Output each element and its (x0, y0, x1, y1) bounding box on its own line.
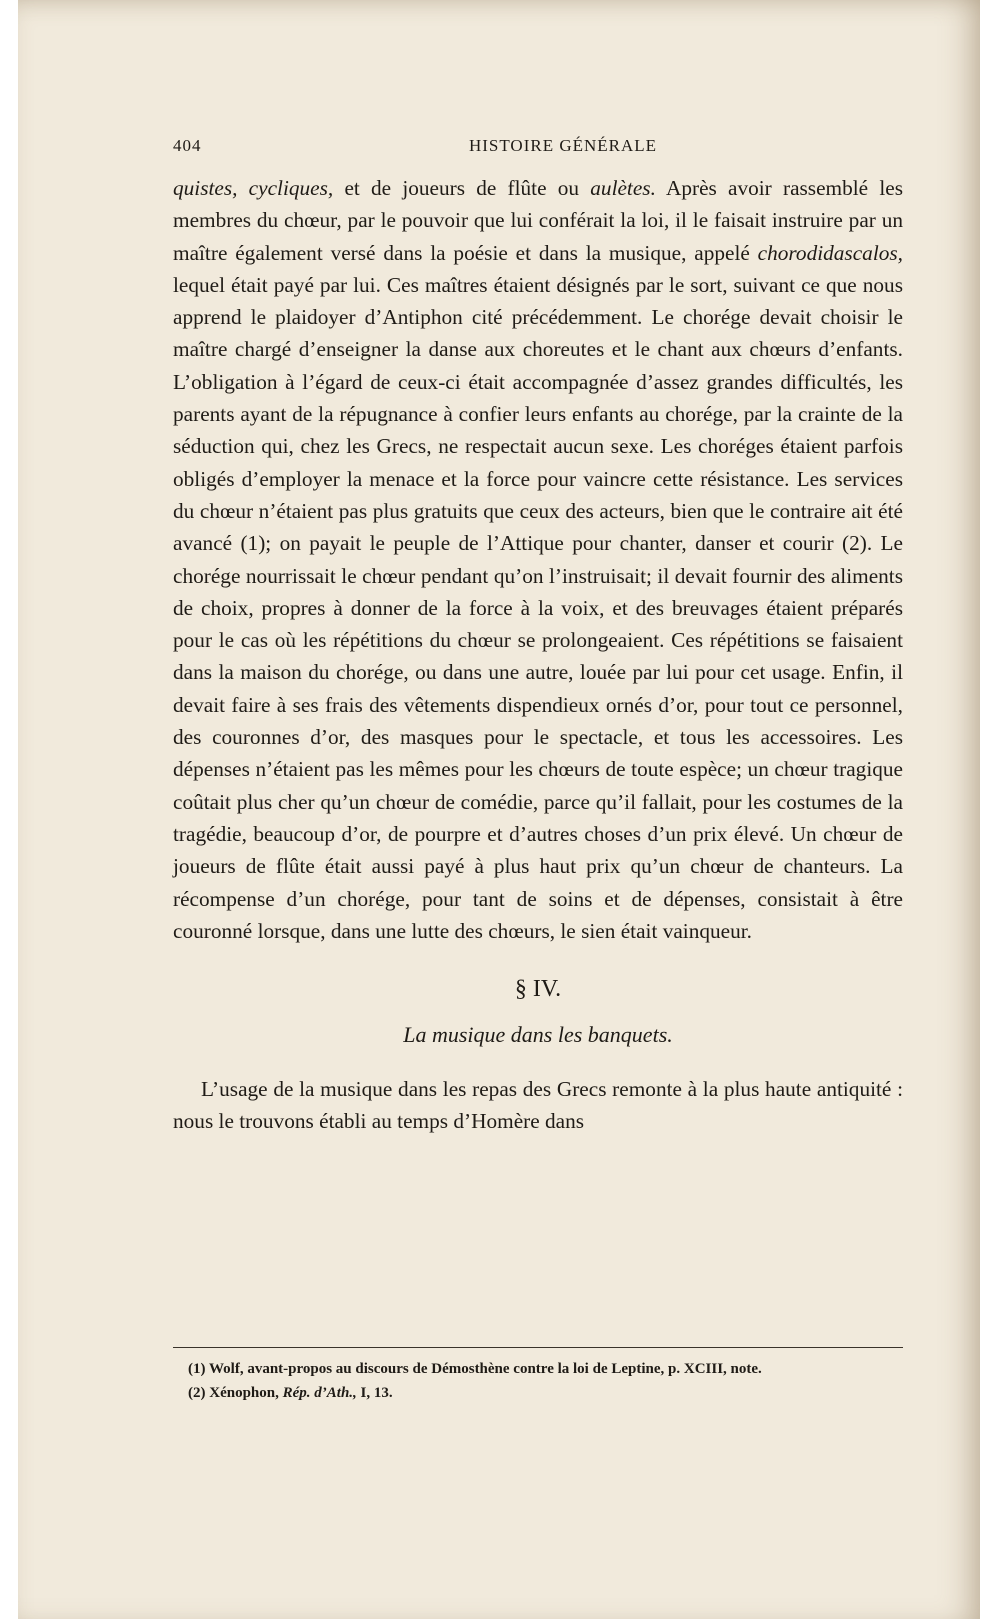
text-run: lequel était payé par lui. Ces maîtres étaient désignés par le sort, suivant ce que nous apprend le plaidoyer d’Antiphon cité précédemment. Le chorége devait choisir le maître chargé d’enseigner la danse aux choreutes et le chant aux chœurs d’enfants. L’obligation à l’égard de ceux-ci était accompagnée d’assez grandes difficultés, les parents ayant de la répugnance à confier leurs enfants au chorége, par la crainte de la séduction qui, chez les Grecs, ne respectait aucun sexe. Les choréges étaient parfois obligés d’employer la menace et la force pour vaincre cette résistance. Les services du chœur n’étaient pas plus gratuits que ceux des acteurs, bien que le contraire ait été avancé (1); on payait le peuple de l’Attique pour chanter, danser et courir (2). Le chorége nourrissait le chœur pendant qu’on l’instruisait; il devait fournir des aliments de choix, propres à donner de la force à la voix, et des breuvages étaient préparés pour le cas où les répétitions du chœur se prolongeaient. Ces répétitions se faisaient dans la maison du chorége, ou dans une autre, louée par lui pour cet usage. Enfin, il devait faire à ses frais des vêtements dispendieux ornés d’or, pour tout ce personnel, des couronnes d’or, des masques pour le spectacle, et tous les accessoires. Les dépenses n’étaient pas les mêmes pour les chœurs de toute espèce; un chœur tragique coûtait plus cher qu’un chœur de comédie, parce qu’il fallait, pour les costumes de la tragédie, beaucoup d’or, de pourpre et d’autres choses d’un prix élevé. Un chœur de joueurs de flûte était aussi payé à plus haut prix qu’un chœur de chanteurs. La récompense d’un chorége, pour tant de soins et de dépenses, consistait à être couronné lorsque, dans une lutte des chœurs, le sien était vainqueur. (173, 272, 903, 943)
section-heading: § IV. (514, 976, 562, 1003)
italic-term: aulètes. (590, 176, 656, 200)
footnote-marker: (1) (188, 1361, 206, 1377)
main-text (173, 172, 903, 1138)
footnote-text: Wolf, avant-propos au discours de Démosthène contre la loi de Leptine, p. XCIII, note. (205, 1361, 762, 1377)
footnote-text: Xénophon, (205, 1385, 283, 1401)
book-page (18, 0, 980, 1619)
footnote-marker: (2) (188, 1385, 206, 1401)
footnote-2 (188, 1381, 903, 1405)
paragraph-2: L’usage de la musique dans les repas des Grecs remonte à la plus haute antiquité : nous le trouvons établi au temps d’Homère dans (173, 1077, 903, 1134)
footnote-text: I, 13. (356, 1385, 393, 1401)
footnotes (188, 1357, 903, 1405)
italic-term: chorodidascalos, (757, 240, 903, 265)
italic-term: quistes, cycliques, (173, 176, 334, 200)
footnote-divider (173, 1347, 903, 1348)
paragraph-1 (173, 172, 903, 947)
footnote-1 (188, 1357, 903, 1381)
section-subtitle: La musique dans les banquets. (403, 1022, 673, 1048)
page-number: 404 (173, 136, 202, 155)
footnote-italic: Rép. d’Ath., (282, 1385, 357, 1401)
text-run: et de joueurs de flûte ou (333, 176, 591, 200)
running-title: HISTOIRE GÉNÉRALE (468, 136, 658, 155)
text-run: Après avoir rassemblé les membres du chœur, par le pouvoir que lui conférait la loi, il le faisait instruire par un maître également versé dans la poésie et dans la musique, appelé (173, 176, 903, 265)
page-header (173, 136, 953, 158)
